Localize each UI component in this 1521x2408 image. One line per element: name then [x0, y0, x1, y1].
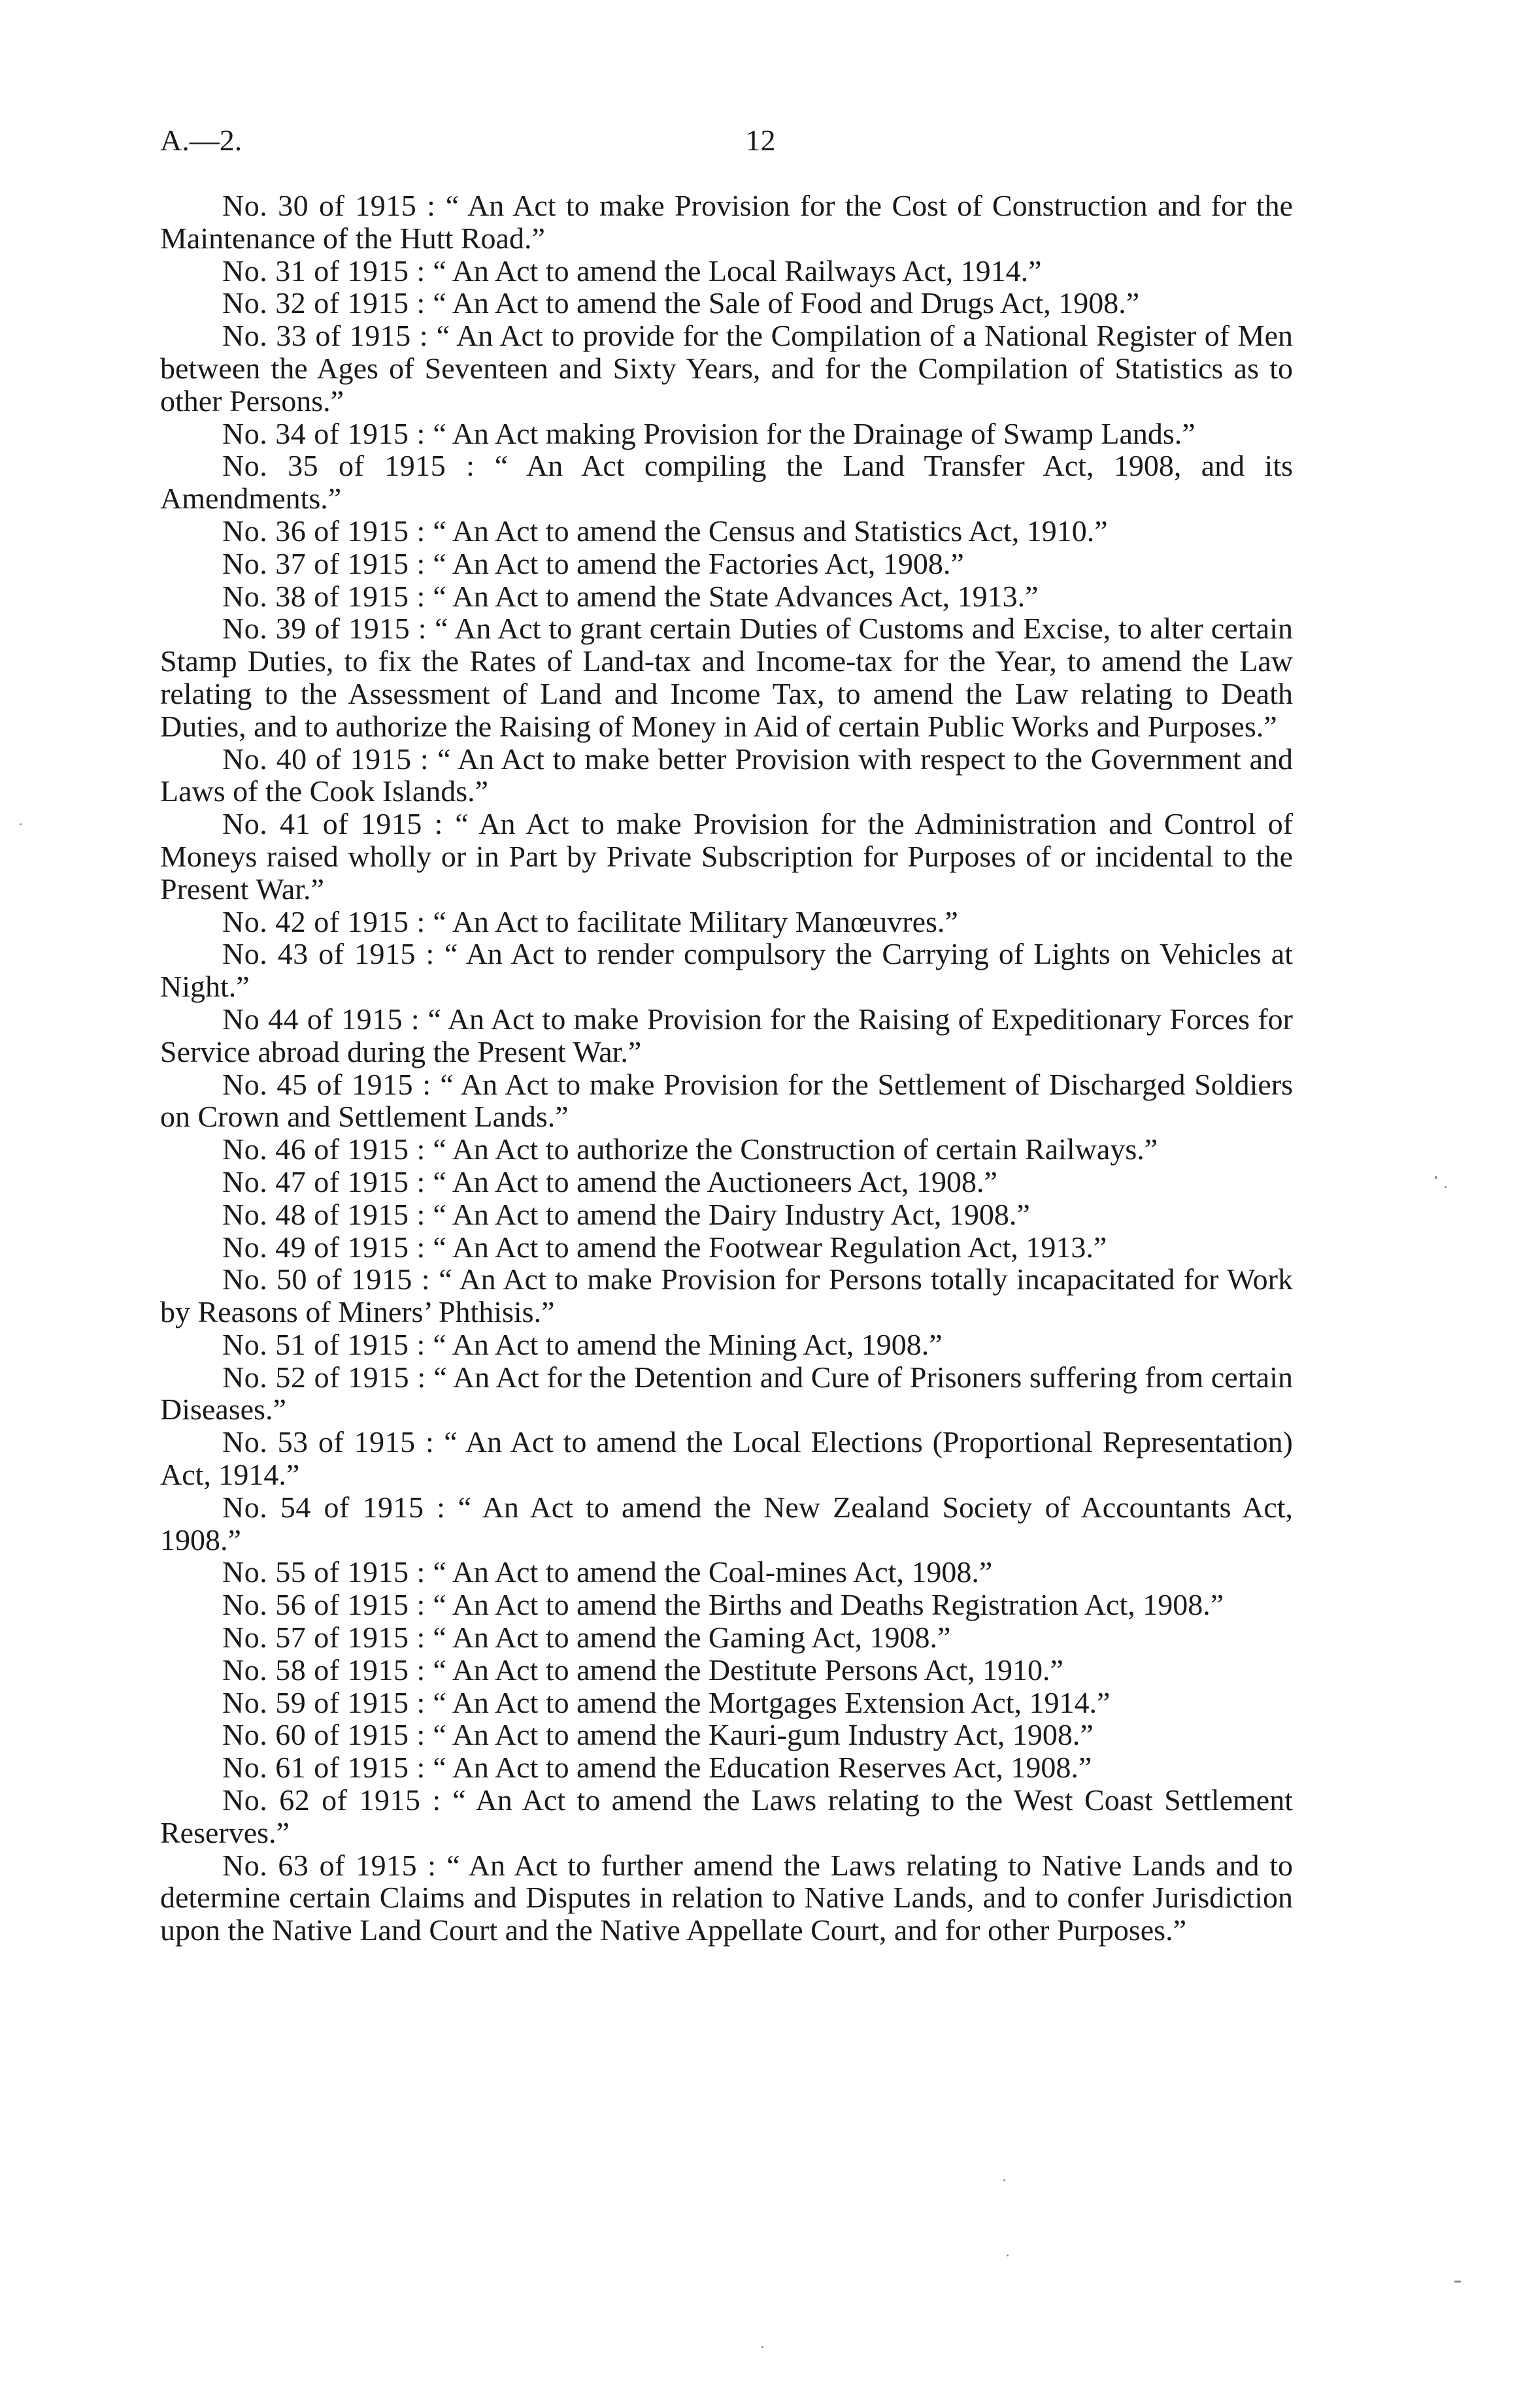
act-entry: [160, 1751, 1293, 1784]
act-title: “ An Act making Provision for the Drainage of Swamp Lands.”: [433, 416, 1195, 450]
act-title: “ An Act to make Provision for the Cost of Construction and for the Maintenance of the Hutt Road.”: [160, 189, 1293, 255]
act-title: “ An Act compiling the Land Transfer Act, 1908, and its Amendments.”: [160, 449, 1294, 516]
scan-speck: [761, 2346, 763, 2348]
act-entry: [160, 1003, 1293, 1068]
act-number: No. 47 of 1915 :: [222, 1164, 426, 1198]
act-title: “ An Act to provide for the Compilation of a National Register of Men between the Ages of Seventeen and Sixty Years, and for the Compilation of Statistics as to other Persons.”: [160, 319, 1294, 418]
act-title: “ An Act to make better Provision with respect to the Government and Laws of the Cook Islands.”: [160, 742, 1294, 808]
act-title: “ An Act to amend the Destitute Persons Act, 1910.”: [433, 1653, 1063, 1687]
act-number: No. 46 of 1915 :: [222, 1132, 426, 1166]
act-entry: [160, 1491, 1293, 1557]
acts-list: [160, 190, 1293, 1947]
act-number: No. 32 of 1915 :: [222, 286, 426, 320]
act-title: “ An Act to amend the Mining Act, 1908.”: [433, 1327, 943, 1361]
act-title: “ An Act to facilitate Military Manœuvres.”: [433, 904, 958, 938]
act-title: “ An Act to make Provision for the Raising of Expeditionary Forces for Service abroad during the Present War.”: [160, 1002, 1293, 1068]
act-entry: [160, 1621, 1293, 1654]
act-entry: [160, 1263, 1293, 1328]
act-number: No. 48 of 1915 :: [222, 1197, 426, 1231]
act-title: “ An Act to amend the Dairy Industry Act, 1908.”: [433, 1197, 1030, 1231]
act-title: “ An Act to make Provision for the Administration and Control of Moneys raised wholly or in Part by Private Subscription for Purposes of or incidental to the Present War.”: [160, 807, 1294, 906]
act-title: “ An Act to authorize the Construction of certain Railways.”: [433, 1132, 1158, 1166]
act-number: No. 56 of 1915 :: [222, 1588, 426, 1622]
act-entry: [160, 1784, 1293, 1849]
act-title: “ An Act to amend the Gaming Act, 1908.”: [433, 1621, 951, 1655]
scan-speck: [1007, 2254, 1009, 2256]
act-title: “ An Act to amend the Factories Act, 1908.”: [433, 546, 964, 580]
act-title: “ An Act to amend the Auctioneers Act, 1908.”: [433, 1164, 997, 1198]
act-title: “ An Act to amend the Laws relating to the West Coast Settlement Reserves.”: [160, 1783, 1293, 1849]
act-title: “ An Act to grant certain Duties of Customs and Excise, to alter certain Stamp Duties, to fix the Rates of Land-tax and Income-tax for the Year, to amend the Law relating to the Assessment of Land and Income Tax, to amend the Law relating to Death Duties, and to authorize the Raising of Money in Aid of certain Public Works and Purposes.”: [160, 612, 1293, 743]
act-number: No. 33 of 1915 :: [222, 319, 429, 353]
act-number: No. 51 of 1915 :: [222, 1327, 426, 1361]
act-number: No. 35 of 1915 :: [222, 449, 475, 483]
act-entry: [160, 548, 1293, 580]
act-title: “ An Act to amend the Mortgages Extension Act, 1914.”: [433, 1685, 1111, 1719]
act-entry: [160, 1654, 1293, 1687]
act-entry: [160, 515, 1293, 548]
act-number: No. 39 of 1915 :: [222, 612, 427, 646]
act-number: No. 61 of 1915 :: [222, 1751, 426, 1785]
act-title: “ An Act to amend the Census and Statistics Act, 1910.”: [433, 514, 1108, 548]
act-entry: [160, 1361, 1293, 1427]
act-entry: [160, 1198, 1293, 1231]
act-entry: [160, 1589, 1293, 1621]
act-entry: [160, 190, 1293, 255]
act-entry: [160, 938, 1293, 1003]
act-title: “ An Act to amend the Footwear Regulation Act, 1913.”: [433, 1230, 1107, 1264]
act-entry: [160, 906, 1293, 938]
scan-speck: [1003, 2179, 1005, 2181]
scan-speck: [20, 823, 22, 825]
act-number: No. 55 of 1915 :: [222, 1555, 426, 1589]
act-number: No. 52 of 1915 :: [222, 1360, 426, 1394]
act-title: “ An Act to amend the State Advances Act, 1913.”: [433, 579, 1039, 613]
act-entry: [160, 743, 1293, 808]
act-title: “ An Act to make Provision for the Settlement of Discharged Soldiers on Crown and Settlement Lands.”: [160, 1067, 1294, 1134]
act-entry: [160, 1328, 1293, 1361]
act-entry: [160, 1556, 1293, 1589]
act-number: No. 50 of 1915 :: [222, 1262, 430, 1296]
act-number: No. 60 of 1915 :: [222, 1718, 426, 1752]
act-number: No. 36 of 1915 :: [222, 514, 426, 548]
act-entry: [160, 287, 1293, 320]
act-number: No. 37 of 1915 :: [222, 546, 426, 580]
act-entry: [160, 1166, 1293, 1198]
act-number: No. 57 of 1915 :: [222, 1621, 426, 1655]
act-number: No. 58 of 1915 :: [222, 1653, 426, 1687]
act-entry: [160, 1133, 1293, 1166]
act-number: No. 34 of 1915 :: [222, 416, 426, 450]
act-entry: [160, 1719, 1293, 1751]
act-number: No. 43 of 1915 :: [222, 937, 435, 971]
act-entry: [160, 1687, 1293, 1719]
act-number: No. 59 of 1915 :: [222, 1685, 426, 1719]
act-title: “ An Act for the Detention and Cure of Prisoners suffering from certain Diseases.”: [160, 1360, 1293, 1427]
act-title: “ An Act to amend the Education Reserves Act, 1908.”: [433, 1751, 1092, 1785]
act-number: No. 53 of 1915 :: [222, 1425, 435, 1459]
act-title: “ An Act to amend the Sale of Food and Drugs Act, 1908.”: [433, 286, 1140, 320]
act-title: “ An Act to amend the Kauri-gum Industry Act, 1908.”: [433, 1718, 1094, 1752]
act-title: “ An Act to render compulsory the Carrying of Lights on Vehicles at Night.”: [160, 937, 1293, 1004]
act-entry: [160, 418, 1293, 450]
act-number: No. 49 of 1915 :: [222, 1230, 426, 1264]
act-entry: [160, 1068, 1293, 1134]
act-number: No. 62 of 1915 :: [222, 1783, 441, 1817]
series-reference: A.—2.: [160, 124, 242, 157]
act-entry: [160, 580, 1293, 613]
act-entry: [160, 1426, 1293, 1491]
scan-speck: [1445, 1186, 1446, 1188]
running-header: [160, 123, 1361, 162]
act-entry: [160, 1231, 1293, 1264]
act-entry: [160, 808, 1293, 905]
act-title: “ An Act to amend the Local Railways Act, 1914.”: [433, 254, 1042, 288]
act-title: “ An Act to amend the Coal-mines Act, 1908.”: [433, 1555, 993, 1589]
act-entry: [160, 1849, 1293, 1947]
act-number: No. 63 of 1915 :: [222, 1848, 437, 1882]
act-title: “ An Act to amend the Births and Deaths Registration Act, 1908.”: [433, 1588, 1224, 1622]
scan-speck: [1454, 2281, 1461, 2283]
act-number: No 44 of 1915 :: [222, 1002, 420, 1036]
page-number: 12: [745, 124, 776, 157]
act-entry: [160, 450, 1293, 515]
act-number: No. 31 of 1915 :: [222, 254, 426, 288]
act-title: “ An Act to amend the New Zealand Society of Accountants Act, 1908.”: [160, 1490, 1294, 1557]
act-number: No. 42 of 1915 :: [222, 904, 426, 938]
act-title: “ An Act to further amend the Laws relating to Native Lands and to determine certain Claims and Disputes in relation to Native Lands, and to confer Jurisdiction upon the Native Land Court and the Native Appellate Court, and for other Purposes.”: [160, 1848, 1293, 1947]
act-entry: [160, 255, 1293, 288]
act-title: “ An Act to amend the Local Elections (Proportional Representation) Act, 1914.”: [160, 1425, 1294, 1492]
act-number: No. 38 of 1915 :: [222, 579, 426, 613]
act-title: “ An Act to make Provision for Persons totally incapacitated for Work by Reasons of Miners’ Phthisis.”: [160, 1262, 1293, 1329]
act-number: No. 41 of 1915 :: [222, 807, 443, 841]
act-number: No. 40 of 1915 :: [222, 742, 429, 776]
scan-speck: [1435, 1176, 1437, 1179]
act-entry: [160, 612, 1293, 742]
act-entry: [160, 320, 1293, 417]
act-number: No. 54 of 1915 :: [222, 1490, 446, 1524]
act-number: No. 30 of 1915 :: [222, 189, 436, 222]
act-number: No. 45 of 1915 :: [222, 1067, 431, 1101]
